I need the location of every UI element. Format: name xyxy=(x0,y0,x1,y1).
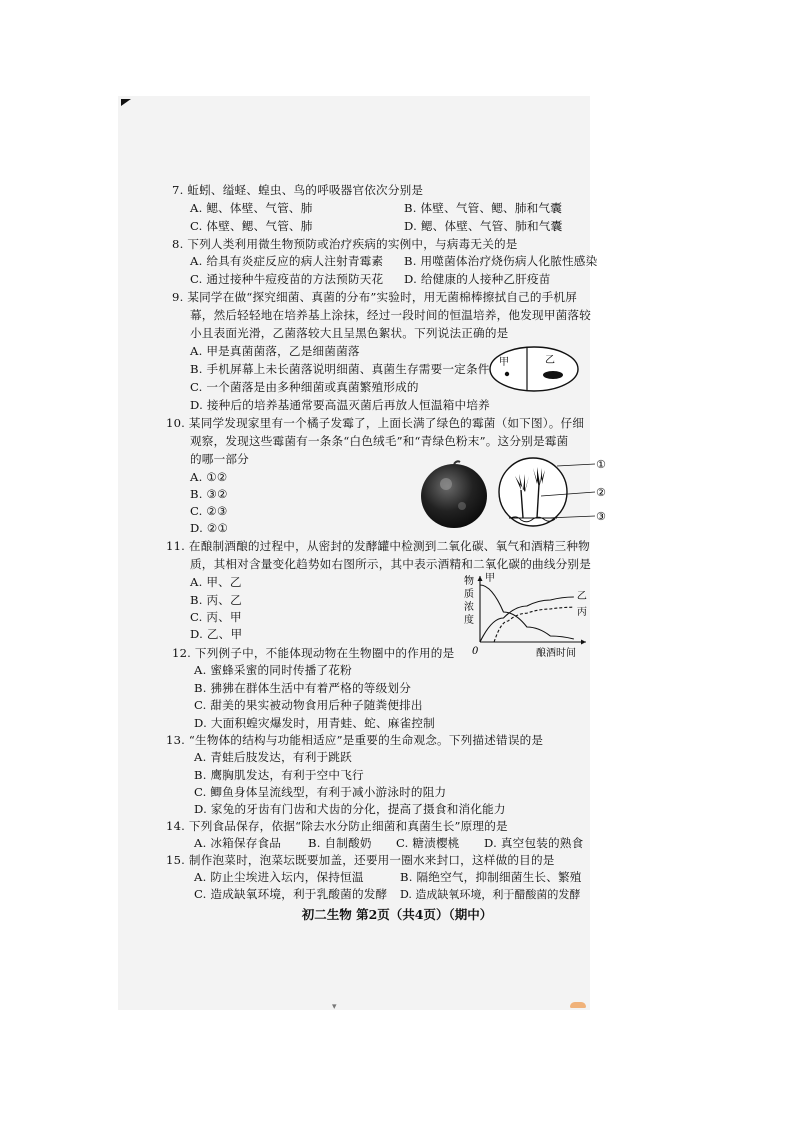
q7-stem: 7. 蚯蚓、缢蛏、蝗虫、鸟的呼吸器官依次分别是 xyxy=(172,183,424,197)
q15-option-a: A. 防止尘埃进入坛内，保持恒温 xyxy=(194,870,364,884)
corner-mark xyxy=(121,99,131,106)
q9-stem-line2: 幕，然后轻轻地在培养基上涂抹，经过一段时间的恒温培养，他发现甲菌落较 xyxy=(190,308,591,322)
label-2: ② xyxy=(596,486,606,499)
series-label-2: 乙 xyxy=(576,591,587,602)
series-line-2 xyxy=(480,597,574,642)
scan-speck: ▾ xyxy=(332,1002,337,1012)
q13-stem: 13. “生物体的结构与功能相适应”是重要的生命观念。下列描述错误的是 xyxy=(166,733,544,747)
page-footer: 初二生物 第2页（共4页）（期中） xyxy=(301,907,493,922)
petri-dish-outline xyxy=(490,347,578,391)
mold-patch xyxy=(440,478,452,490)
q13-option-b: B. 鹰胸肌发达，有利于空中飞行 xyxy=(194,768,364,782)
magnifier-circle xyxy=(499,458,567,526)
q8-option-a: A. 给具有炎症反应的病人注射青霉素 xyxy=(190,254,384,268)
q13-option-c: C. 鲫鱼身体呈流线型，有利于减小游泳时的阻力 xyxy=(194,785,447,799)
orange-scan-mark xyxy=(570,1002,586,1008)
q11-option-a: A. 甲、乙 xyxy=(190,575,242,589)
chart-lines xyxy=(480,585,574,642)
label-1: ① xyxy=(596,458,606,471)
q14-stem: 14. 下列食品保存，依据“除去水分防止细菌和真菌生长”原理的是 xyxy=(166,819,508,833)
label-3: ③ xyxy=(596,510,606,523)
q10-option-d: D. ②① xyxy=(190,521,229,535)
q9-stem-line3: 小且表面光滑，乙菌落较大且呈黑色絮状。下列说法正确的是 xyxy=(190,326,509,340)
mold-structure-diagram xyxy=(497,456,609,530)
q10-option-b: B. ③② xyxy=(190,487,228,501)
q10-stem-line2: 观察，发现这些霉菌有一条条“白色绒毛”和“青绿色粉末”。这分别是霉菌 xyxy=(190,434,569,448)
x-axis-arrow xyxy=(581,640,586,645)
q7-option-d: D. 鳃、体壁、气管、肺和气囊 xyxy=(404,219,563,233)
q7-option-c: C. 体壁、鳃、气管、肺 xyxy=(190,219,313,233)
q9-option-d: D. 接种后的培养基通常要高温灭菌后再放人恒温箱中培养 xyxy=(190,398,490,412)
q9-option-c: C. 一个菌落是由多种细菌或真菌繁殖形成的 xyxy=(190,380,419,394)
orange-stem xyxy=(454,461,460,464)
q14-option-b: B. 自制酸奶 xyxy=(308,836,372,850)
orange-body xyxy=(421,464,487,528)
series-label-3: 丙 xyxy=(576,607,587,619)
q10-stem-line1: 10. 某同学发现家里有一个橘子发霉了，上面长满了绿色的霉菌（如下图）。仔细 xyxy=(166,416,585,430)
q13-option-d: D. 家兔的牙齿有门齿和犬齿的分化，提高了摄食和消化能力 xyxy=(194,802,506,816)
x-axis-label: 酿酒时间 xyxy=(536,648,576,659)
q12-option-a: A. 蜜蜂采蜜的同时传播了花粉 xyxy=(194,663,352,677)
q15-option-d: D. 造成缺氧环境，利于醋酸菌的发酵 xyxy=(400,888,581,901)
q9-stem-line1: 9. 某同学在做“探究细菌、真菌的分布”实验时，用无菌棉棒擦拭自己的手机屏 xyxy=(172,290,578,304)
colony-yi xyxy=(543,371,563,379)
q14-option-d: D. 真空包装的熟食 xyxy=(484,836,584,850)
y-axis-label-char: 质 xyxy=(464,589,474,600)
chart-axes xyxy=(478,576,587,645)
q11-option-d: D. 乙、甲 xyxy=(190,627,243,641)
q12-option-d: D. 大面积蝗灾爆发时，用青蛙、蛇、麻雀控制 xyxy=(194,716,435,730)
q8-option-c: C. 通过接种牛痘疫苗的方法预防天花 xyxy=(190,272,384,286)
q14-option-c: C. 糖渍樱桃 xyxy=(396,836,460,850)
q9-option-a: A. 甲是真菌菌落，乙是细菌菌落 xyxy=(190,344,360,358)
y-axis-label-char: 度 xyxy=(464,615,474,626)
colony-yi-label: 乙 xyxy=(545,355,555,366)
series-line-1 xyxy=(480,585,574,639)
q7-option-b: B. 体壁、气管、鳃、肺和气囊 xyxy=(404,201,563,215)
q15-stem: 15. 制作泡菜时，泡菜坛既要加盖，还要用一圈水来封口，这样做的目的是 xyxy=(166,853,555,867)
petri-dish-figure xyxy=(487,344,582,396)
q11-stem-line2: 质，其相对含量变化趋势如右图所示，其中表示酒精和二氧化碳的曲线分别是 xyxy=(190,557,591,571)
y-axis-arrow xyxy=(478,576,483,581)
q13-option-a: A. 青蛙后肢发达，有利于跳跃 xyxy=(194,750,352,764)
q15-option-c: C. 造成缺氧环境，利于乳酸菌的发酵 xyxy=(194,887,388,901)
concentration-chart xyxy=(460,572,590,664)
q14-option-a: A. 冰箱保存食品 xyxy=(194,836,282,850)
mold-patch xyxy=(458,502,466,510)
y-axis-label-char: 物 xyxy=(464,576,474,587)
q10-option-a: A. ①② xyxy=(190,470,228,484)
origin-label: 0 xyxy=(472,646,479,657)
q12-option-c: C. 甜美的果实被动物食用后种子随粪便排出 xyxy=(194,698,423,712)
q8-option-b: B. 用噬菌体治疗烧伤病人化脓性感染 xyxy=(404,254,598,268)
q10-option-c: C. ②③ xyxy=(190,504,228,518)
q12-stem: 12. 下列例子中，不能体现动物在生物圈中的作用的是 xyxy=(172,646,455,660)
colony-jia-label: 甲 xyxy=(499,357,509,368)
y-axis-label-char: 浓 xyxy=(464,602,474,613)
q7-option-a: A. 鳃、体壁、气管、肺 xyxy=(190,201,313,215)
pointer-1 xyxy=(557,464,595,466)
q11-option-c: C. 丙、甲 xyxy=(190,610,242,624)
q12-option-b: B. 狒狒在群体生活中有着严格的等级划分 xyxy=(194,681,411,695)
colony-jia xyxy=(505,372,509,376)
moldy-orange-photo xyxy=(418,458,490,530)
q9-option-b: B. 手机屏幕上未长菌落说明细菌、真菌生存需要一定条件 xyxy=(190,362,490,376)
q11-stem-line1: 11. 在酿制酒酿的过程中，从密封的发酵罐中检测到二氧化碳、氧气和酒精三种物 xyxy=(166,539,590,553)
q8-stem: 8. 下列人类利用微生物预防或治疗疾病的实例中，与病毒无关的是 xyxy=(172,237,518,251)
q8-option-d: D. 给健康的人接种乙肝疫苗 xyxy=(404,272,551,286)
q15-option-b: B. 隔绝空气，抑制细菌生长、繁殖 xyxy=(400,870,582,884)
series-label-1: 甲 xyxy=(485,573,495,584)
q11-option-b: B. 丙、乙 xyxy=(190,593,242,607)
q10-stem-line3: 的哪一部分 xyxy=(190,452,249,466)
